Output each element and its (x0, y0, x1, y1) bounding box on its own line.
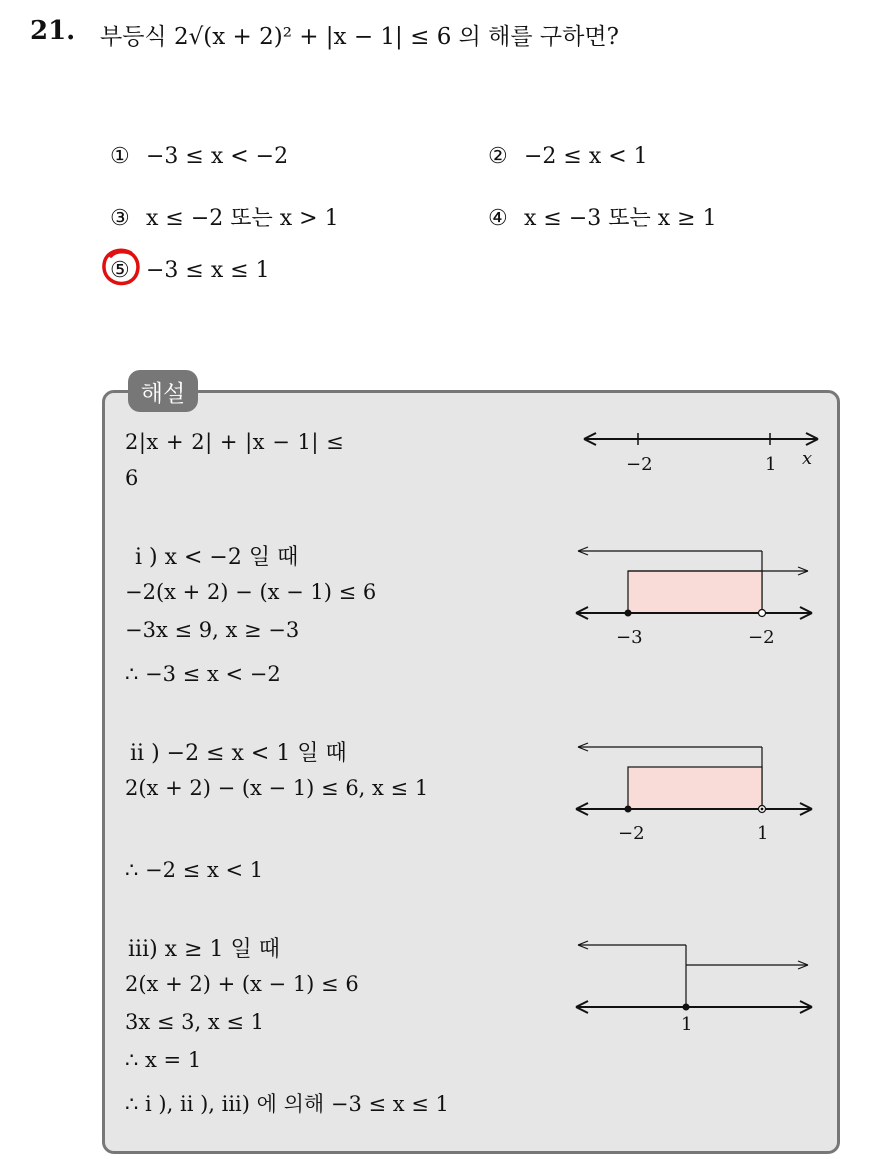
intro-axis-var: x (802, 448, 813, 469)
question-text: 부등식 2√(x + 2)² + |x − 1| ≤ 6 의 해를 구하면? (100, 24, 619, 50)
choice-1-mark: ① (110, 144, 130, 169)
choice-4-mark: ④ (488, 206, 508, 231)
case3-line-1: 2(x + 2) + (x − 1) ≤ 6 (125, 972, 359, 996)
conclusion-line: ∴ i ), ii ), iii) 에 의해 −3 ≤ x ≤ 1 (125, 1092, 449, 1116)
intro-line-2: 6 (125, 466, 139, 490)
question-number: 21. (30, 16, 76, 46)
answer-circle-mark (101, 247, 141, 287)
case2-line-1: 2(x + 2) − (x − 1) ≤ 6, x ≤ 1 (125, 776, 429, 800)
choice-2-text: −2 ≤ x < 1 (524, 144, 648, 169)
case2-shaded-region (628, 767, 762, 809)
case2-tick-1: 1 (757, 823, 769, 844)
case3-tick-1: 1 (681, 1014, 693, 1035)
case1-shaded-region (628, 571, 762, 613)
intro-number-line (580, 425, 830, 475)
case1-line-3: ∴ −3 ≤ x < −2 (125, 662, 281, 686)
case2-line-2: ∴ −2 ≤ x < 1 (125, 858, 264, 882)
case1-heading: i ) x < −2 일 때 (135, 545, 299, 570)
case1-line-1: −2(x + 2) − (x − 1) ≤ 6 (125, 580, 377, 604)
choice-2-mark: ② (488, 144, 508, 169)
choice-3-mark: ③ (110, 206, 130, 231)
choice-1[interactable] (110, 144, 288, 169)
case1-tick-neg3: −3 (616, 627, 643, 648)
case2-tick-neg2: −2 (618, 823, 645, 844)
intro-line-1: 2|x + 2| + |x − 1| ≤ (125, 430, 345, 454)
case3-heading: iii) x ≥ 1 일 때 (128, 937, 280, 962)
case3-line-3: ∴ x = 1 (125, 1048, 202, 1072)
case2-number-line (572, 741, 822, 851)
intro-tick-1: 1 (765, 454, 777, 475)
intro-tick-neg2: −2 (626, 454, 653, 475)
choice-3-text: x ≤ −2 또는 x > 1 (146, 206, 339, 231)
case2-heading: ii ) −2 ≤ x < 1 일 때 (130, 741, 347, 766)
choice-4[interactable] (488, 201, 717, 232)
choice-2[interactable] (488, 144, 648, 169)
case3-number-line (572, 939, 822, 1039)
choice-3[interactable] (110, 201, 339, 232)
explanation-tag: 해설 (128, 370, 198, 412)
choice-1-text: −3 ≤ x < −2 (146, 144, 289, 169)
choice-4-text: x ≤ −3 또는 x ≥ 1 (524, 206, 717, 231)
choice-5-text: −3 ≤ x ≤ 1 (146, 258, 270, 283)
case3-line-2: 3x ≤ 3, x ≤ 1 (125, 1010, 265, 1034)
case1-number-line (572, 545, 822, 655)
case1-tick-neg2: −2 (748, 627, 775, 648)
choice-5-mark: ⑤ (110, 258, 130, 283)
case1-line-2: −3x ≤ 9, x ≥ −3 (125, 618, 300, 642)
